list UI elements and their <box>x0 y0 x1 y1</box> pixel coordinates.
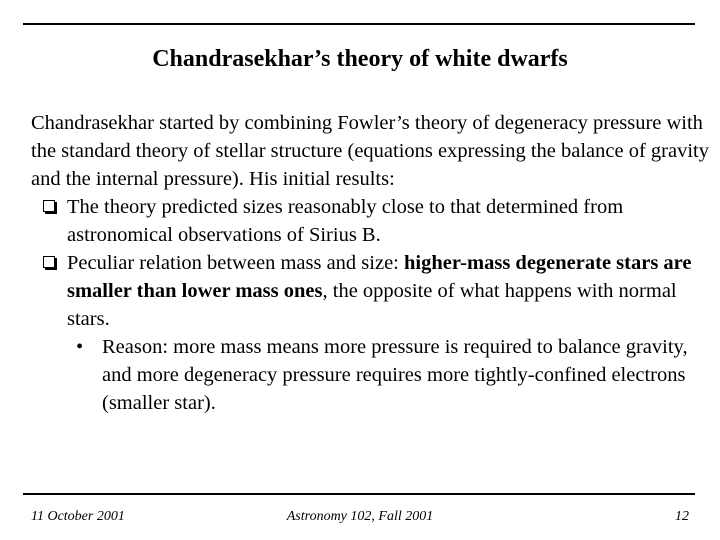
sub-bullet-text: Reason: more mass means more pressure is required to balance gravity, and more degeneracy pressure requires more tightly-confined electrons (smaller star). <box>102 336 688 414</box>
slide-body <box>31 109 711 417</box>
bullet-bold-text: higher-mass degenerate stars are smaller than lower mass ones <box>67 252 692 302</box>
footer-page-number: 12 <box>675 509 689 524</box>
sub-bullet-item <box>31 333 711 417</box>
slide-title: Chandrasekhar’s theory of white dwarfs <box>152 46 568 72</box>
dot-bullet-icon: • <box>76 336 84 358</box>
bullet-text: The theory predicted sizes reasonably close to that determined from astronomical observations of Sirius B. <box>67 196 624 246</box>
checkbox-bullet-icon <box>43 200 55 212</box>
footer-course: Astronomy 102, Fall 2001 <box>286 509 434 524</box>
footer-date: 11 October 2001 <box>31 509 125 524</box>
bottom-rule <box>23 493 695 495</box>
bullet-text: Peculiar relation between mass and size: <box>67 252 404 274</box>
bullet-item <box>31 249 711 333</box>
bullet-item <box>31 193 711 249</box>
checkbox-bullet-icon <box>43 256 55 268</box>
intro-paragraph: Chandrasekhar started by combining Fowler’s theory of degeneracy pressure with the standard theory of stellar structure (equations expressing the balance of gravity and the internal pressure). His initial results: <box>31 112 709 190</box>
bullet-text-tail: , the opposite of what happens with normal stars. <box>67 280 677 330</box>
top-rule <box>23 23 695 25</box>
